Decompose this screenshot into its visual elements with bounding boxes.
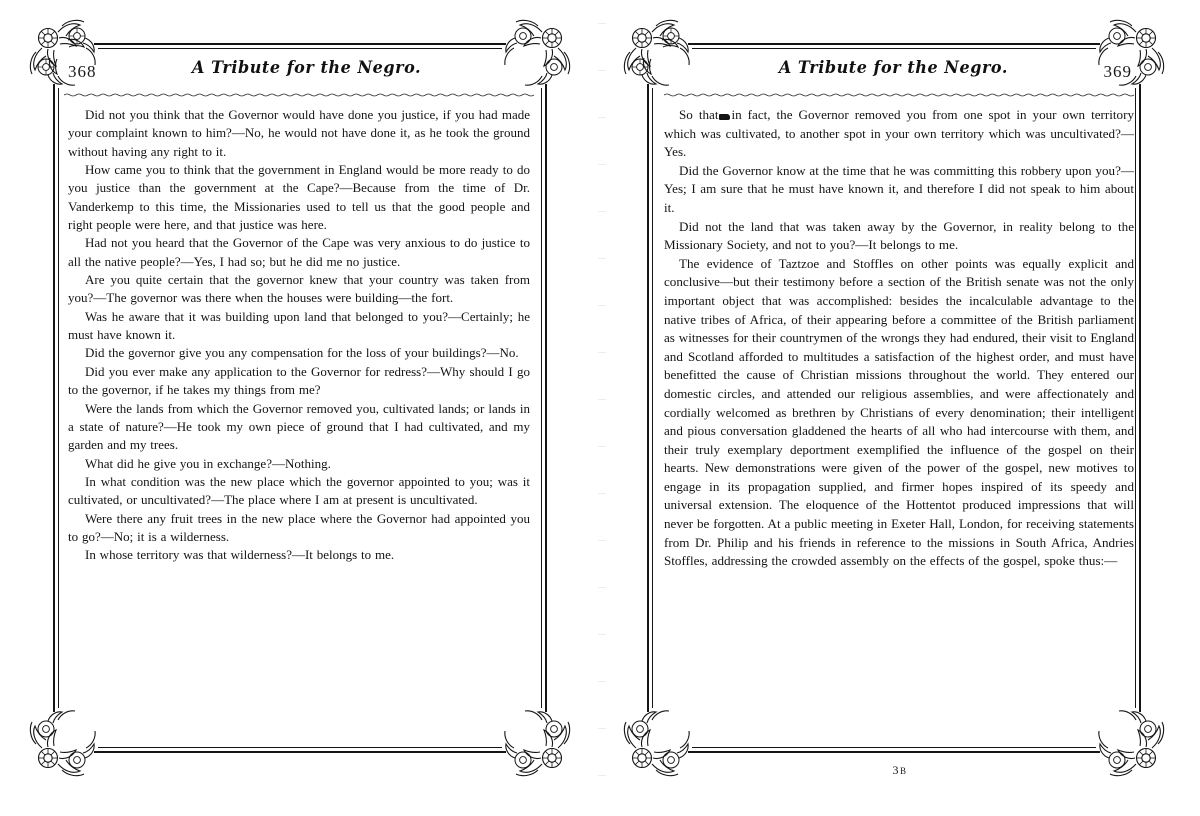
- wavy-divider-left: [64, 92, 536, 97]
- frame-rule-left: [647, 84, 649, 712]
- frame-rule-left: [53, 84, 55, 712]
- book-title-right: A Tribute for the Negro.: [778, 58, 1009, 78]
- paragraph: Are you quite certain that the governor knew that your country was taken from you?—The governor was there when the houses were building—the fort.: [68, 272, 530, 306]
- paragraph: Did not you think that the Governor would have done you justice, if you had made your complaint known to him?—No, he would not have done it, as he took the ground without having any right to it.: [68, 107, 530, 159]
- frame-rule-left-inner: [652, 88, 653, 708]
- paragraph: How came you to think that the government in England would be more ready to do you justice than the government at the Cape?—Because from the time of Dr. Vanderkemp to this time, the Missionaries used to tell us that the good people and right people were here, and that justice was here.: [68, 162, 530, 233]
- text-before-inkblot: So that: [679, 107, 719, 122]
- paragraph: The evidence of Taztzoe and Stoffles on other points was equally explicit and conclusive—but their testimony before a section of the British senate was not the only important object that was accomplished: besides the incalculable advantage to the native tribes of Africa, of their appearing before a committee of the British parliament as witnesses for their countrymen of the wrongs they had endured, their visit to England and Scotland afforded to multitudes a satisfaction of the highest order, and must have benefitted the cause of Christian missions throughout the world. They entered our domestic circles, and attended our religious assemblies, and were affectionately and cordially welcomed as brethren by Christians of every denomination; their intelligent and pious conversation gladdened the hearts of all who had intercourse with them, and their truly exemplary deportment exemplified the influence of the gospel on their hearts. New demonstrations were given of the power of the gospel, new motives to engage in its propagation supplied, and firmer hopes inspired of its speedy and universal extension. The eloquence of the Hottentot produced impressions that will never be forgotten. At a public meeting in Exeter Hall, London, for receiving statements from Dr. Philip and his friends in reference to the missions in South Africa, Andries Stoffles, addressing the crowded assembly on the effects of the gospel, spoke thus:—: [664, 255, 1134, 569]
- folio-number-right: 369: [1103, 62, 1132, 81]
- frame-rule-bottom-inner: [692, 747, 1096, 748]
- frame-rule-top-inner: [692, 48, 1096, 49]
- body-text-left: [68, 106, 530, 746]
- paragraph: Had not you heard that the Governor of the Cape was very anxious to do justice to all the native people?—Yes, I had so; but he did me no justice.: [68, 235, 530, 269]
- paragraph: Did not the land that was taken away by the Governor, in reality belong to the Missionary Society, and not to you?—It belongs to me.: [664, 218, 1134, 253]
- signature-letter: B: [899, 766, 908, 776]
- running-head-left: [66, 56, 534, 86]
- paragraph: Did the Governor know at the time that he was committing this robbery upon you?—Yes; I am sure that he must have known it, and therefore I did not speak to him about it.: [664, 162, 1134, 215]
- page-right: [600, 0, 1200, 816]
- frame-rule-top-inner: [98, 48, 502, 49]
- body-text-right: [664, 106, 1134, 746]
- frame-rule-top: [94, 43, 506, 45]
- text-after-inkblot: in fact, the Governor removed you from one spot in your own territory which was cultivated, to another spot in your own territory which was uncultivated?—Yes.: [664, 107, 1134, 160]
- paragraph: Were there any fruit trees in the new place where the Governor had appointed you to go?—No; it is a wilderness.: [68, 510, 530, 544]
- frame-rule-right: [1139, 84, 1141, 712]
- frame-rule-bottom: [688, 751, 1100, 753]
- ink-blot-mark: [719, 114, 730, 120]
- paragraph: What did he give you in exchange?—Nothing.: [85, 455, 331, 471]
- signature-mark: [600, 763, 1200, 778]
- running-head-right: [666, 56, 1134, 86]
- frame-rule-left-inner: [58, 88, 59, 708]
- frame-rule-right-inner: [1135, 88, 1136, 708]
- frame-rule-bottom: [94, 751, 506, 753]
- frame-rule-top: [688, 43, 1100, 45]
- paragraph: Did the governor give you any compensation for the loss of your buildings?—No.: [85, 345, 519, 361]
- page-gutter: [598, 0, 606, 816]
- paragraph: Was he aware that it was building upon land that belonged to you?—Certainly; he must have known it.: [68, 308, 530, 343]
- book-title-left: A Tribute for the Negro.: [191, 58, 422, 78]
- frame-rule-bottom-inner: [98, 747, 502, 748]
- paragraph: Were the lands from which the Governor removed you, cultivated lands; or lands in a state of nature?—He took my own piece of ground that I had cultivated, and my garden and my trees.: [68, 400, 530, 453]
- frame-rule-right-inner: [541, 88, 542, 708]
- paragraph: Did you ever make any application to the Governor for redress?—Why should I go to the governor, if he takes my things from me?: [68, 363, 530, 398]
- wavy-divider-right: [664, 92, 1136, 97]
- paragraph: In what condition was the new place which the governor appointed to you; was it cultivated, or uncultivated?—The place where I am at present is uncultivated.: [68, 473, 530, 508]
- frame-rule-right: [545, 84, 547, 712]
- paragraph-with-inkblot: [664, 106, 1134, 162]
- signature-number: 3: [892, 763, 900, 777]
- paragraph: In whose territory was that wilderness?—It belongs to me.: [85, 547, 395, 563]
- folio-number-left: 368: [68, 62, 97, 81]
